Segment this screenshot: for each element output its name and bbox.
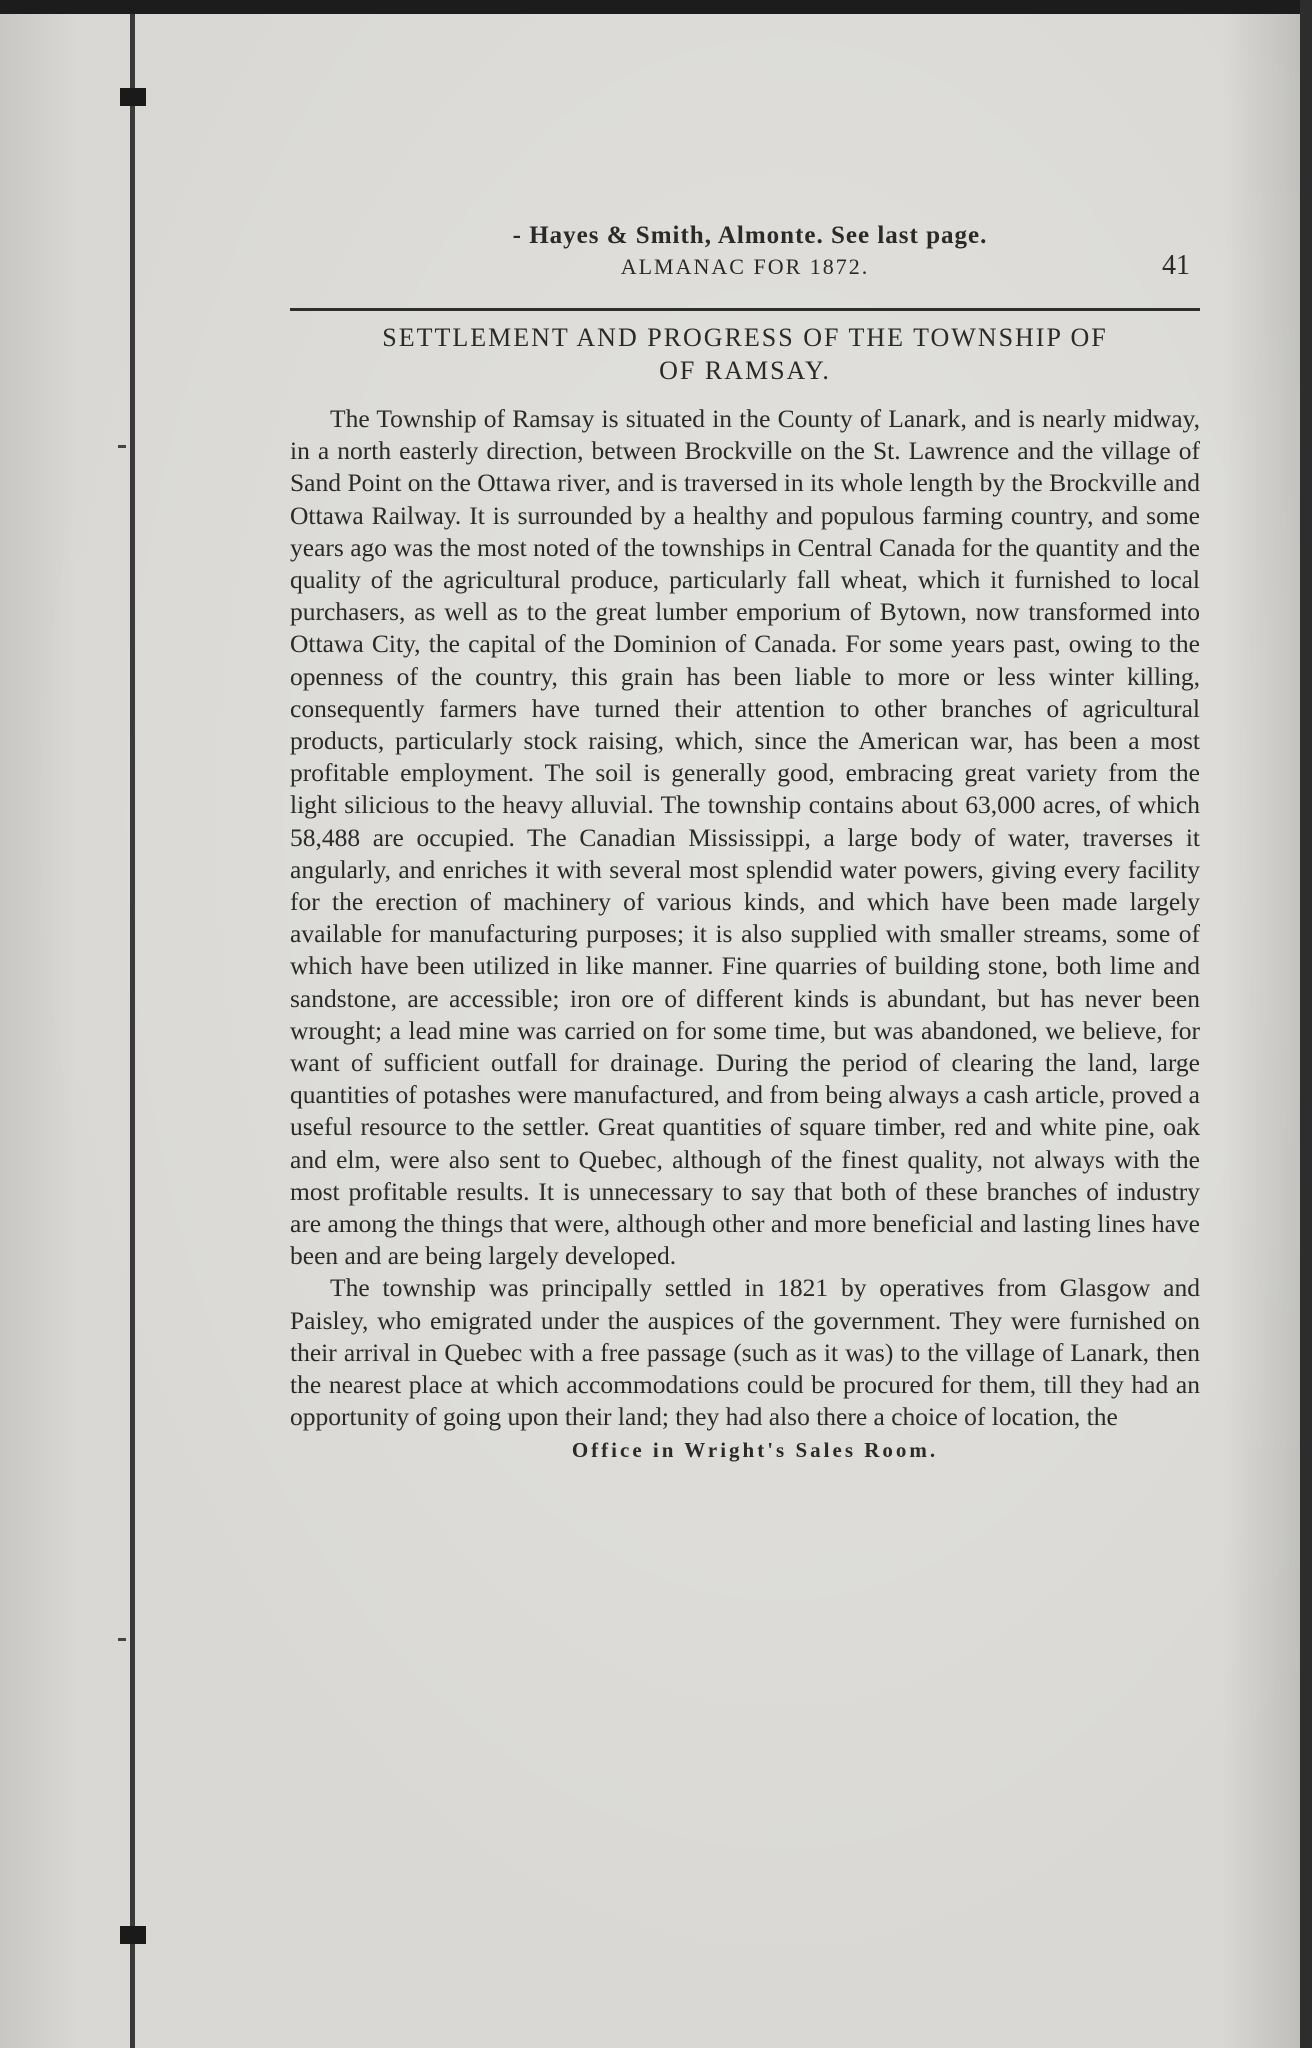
header-rule <box>290 308 1200 311</box>
document-page <box>290 222 1200 1463</box>
article-title-line-1: SETTLEMENT AND PROGRESS OF THE TOWNSHIP OF <box>382 323 1108 352</box>
article-body <box>290 403 1200 1434</box>
article-title-line-2: OF RAMSAY. <box>659 356 831 385</box>
article-title <box>290 321 1200 387</box>
page-number: 41 <box>1162 250 1190 281</box>
footer-advert: Office in Wright's Sales Room. <box>571 1437 939 1462</box>
scanner-top-edge <box>0 0 1312 14</box>
paragraph: The Township of Ramsay is situated in the County of Lanark, and is nearly midway, in a north easterly direction, between Brockville on the St. Lawrence and the village of Sand Point on the Ottawa river, and is traversed in its whole length by the Brockville and Ottawa Railway. It is surrounded by a healthy and populous farming country, and some years ago was the most noted of the townships in Central Canada for the quantity and the quality of the agricultural produce, particularly fall wheat, which it furnished to local purchasers, as well as to the great lumber emporium of Bytown, now transformed into Ottawa City, the capital of the Dominion of Canada. For some years past, owing to the openness of the country, this grain has been liable to more or less winter killing, consequently farmers have turned their attention to other branches of agricultural products, particularly stock raising, which, since the American war, has been a most profitable employment. The soil is generally good, embracing great variety from the light silicious to the heavy alluvial. The township contains about 63,000 acres, of which 58,488 are occupied. The Canadian Mississippi, a large body of water, traverses it angularly, and enriches it with several most splendid water powers, giving every facility for the erection of machinery of various kinds, and which have been made largely available for manufacturing purposes; it is also supplied with smaller streams, some of which have been utilized in like manner. Fine quarries of building stone, both lime and sandstone, are accessible; iron ore of different kinds is abundant, but has never been wrought; a lead mine was carried on for some time, but was abandoned, we believe, for want of sufficient outfall for drainage. During the period of clearing the land, large quantities of potashes were manufactured, and from being always a cash article, proved a useful resource to the settler. Great quantities of square timber, red and white pine, oak and elm, were also sent to Quebec, although of the finest quality, not always with the most profitable results. It is unnecessary to say that both of these branches of industry are among the things that were, although other and more beneficial and lasting lines have been and are being largely developed. <box>290 404 1200 1271</box>
binding-tick <box>118 445 126 448</box>
binding-rule <box>130 14 135 2048</box>
subhead-row <box>290 250 1200 294</box>
paragraph: The township was principally settled in 1821 by operatives from Glasgow and Paisley, who emigrated under the auspices of the government. They were furnished on their arrival in Quebec with a free passage (such as it was) to the village of Lanark, then the nearest place at which accommodations could be procured for them, till they had an opportunity of going upon their land; they had also there a choice of location, the <box>290 1273 1200 1432</box>
registration-mark <box>120 1926 146 1944</box>
scanner-right-edge <box>1300 0 1312 2048</box>
registration-mark <box>120 88 146 106</box>
almanac-label: ALMANAC FOR 1872. <box>620 254 870 279</box>
running-head-advert: - Hayes & Smith, Almonte. See last page. <box>512 222 988 249</box>
binding-tick <box>118 1638 126 1641</box>
